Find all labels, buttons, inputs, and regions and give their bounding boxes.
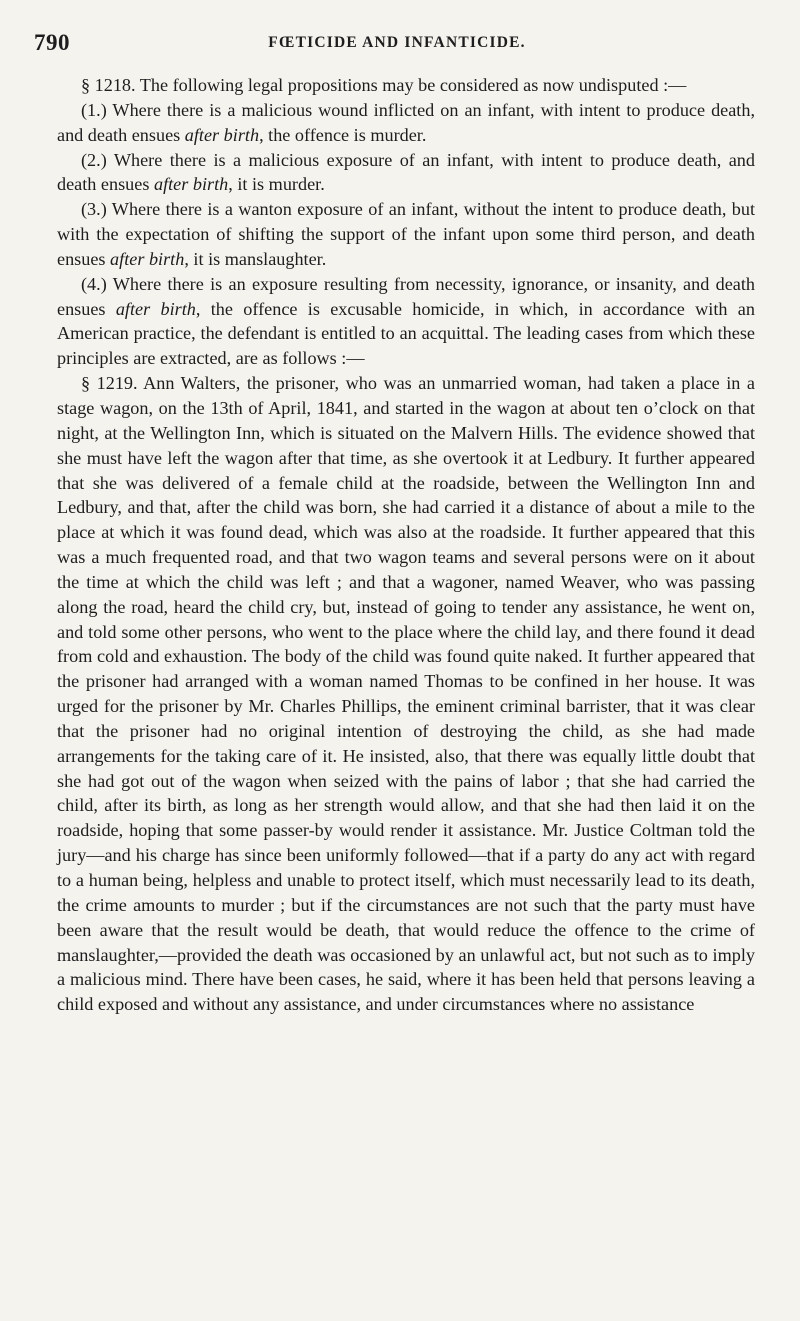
paragraph-text: (2.) Where there is a malicious exposure of an infant, with intent to produce death, and death ensues	[57, 149, 755, 195]
italic-text: after birth	[110, 248, 185, 269]
paragraph-text: § 1219. Ann Walters, the prisoner, who was an unmarried woman, had taken a place in a stage wagon, on the 13th of April, 1841, and started in the wagon at about ten o’clock on that night, at the Wellington Inn, which is situated on the Malvern Hills. The evidence showed that she must have left the wagon after that time, as she overtook it at Ledbury. It further appeared that she was delivered of a female child at the roadside, between the Wellington Inn and Ledbury, and that, after the child was born, she had carried it a distance of about a mile to the place at which it was found dead, which was also at the roadside. It further appeared that this was a much frequented road, and that two wagon teams and several persons were on it about the time at which the child was left ; and that a wagoner, named Weaver, who was passing along the road, heard the child cry, but, instead of going to tender any assistance, he went on, and told some other persons, who went to the place where the child lay, and there found it dead from cold and exhaustion. The body of the child was found quite naked. It further appeared that the prisoner had arranged with a woman named Thomas to be confined in her house. It was urged for the prisoner by Mr. Charles Phillips, the eminent criminal barrister, that it was clear that the prisoner had no original intention of destroying the child, as she had made arrangements for the taking care of it. He insisted, also, that there was equally little doubt that she had got out of the wagon when seized with the pains of labor ; that she had carried the child, after its birth, as long as her strength would allow, and that she had then laid it on the roadside, hoping that some passer-by would render it assistance. Mr. Justice Coltman told the jury—and his charge has since been uniformly followed—that if a party do any act with regard to a human being, helpless and unable to protect itself, which must necessarily lead to its death, the crime amounts to murder ; but if the circumstances are not such that the party must have been aware that the result would be death, that would reduce the offence to the crime of manslaughter,—provided the death was occasioned by an unlawful act, but not such as to imply a malicious mind. There have been cases, he said, where it has been held that persons leaving a child exposed and without any assistance, and under circumstances where no assistance	[57, 373, 755, 1015]
paragraph-text: , the offence is murder.	[259, 124, 427, 145]
paragraph-text: (1.) Where there is a malicious wound inflicted on an infant, with intent to produce death, and death ensues	[57, 99, 755, 145]
paragraph-text: (3.) Where there is a wanton exposure of an infant, without the intent to produce death, but with the expectation of shifting the support of the infant upon some third person, and death ensues	[57, 199, 755, 269]
italic-text: after birth	[115, 298, 196, 319]
paragraph-text: § 1218. The following legal propositions may be considered as now undisputed :—	[81, 75, 687, 95]
body-text	[57, 73, 755, 1017]
italic-text: after birth	[153, 174, 229, 195]
paragraph	[57, 371, 755, 1017]
page-number: 790	[34, 30, 70, 55]
paragraph-text: , the offence is excusable homicide, in which, in accordance with an American practice, the defendant is entitled to an acquittal. The leading cases from which these principles are extracted, are as follows :—	[57, 298, 755, 369]
paragraph	[57, 272, 755, 371]
paragraph-text: , it is manslaughter.	[184, 248, 327, 269]
running-title: FŒTICIDE AND INFANTICIDE.	[268, 34, 526, 51]
italic-text: after birth	[184, 124, 260, 145]
paragraph	[57, 73, 755, 98]
paragraph-text: (4.) Where there is an exposure resulting from necessity, ignorance, or insanity, and death ensues	[57, 273, 755, 319]
paragraph	[57, 197, 755, 272]
paragraph-text: , it is murder.	[228, 174, 325, 195]
paragraph	[57, 98, 755, 148]
page-header	[34, 30, 760, 58]
paragraph	[57, 148, 755, 198]
